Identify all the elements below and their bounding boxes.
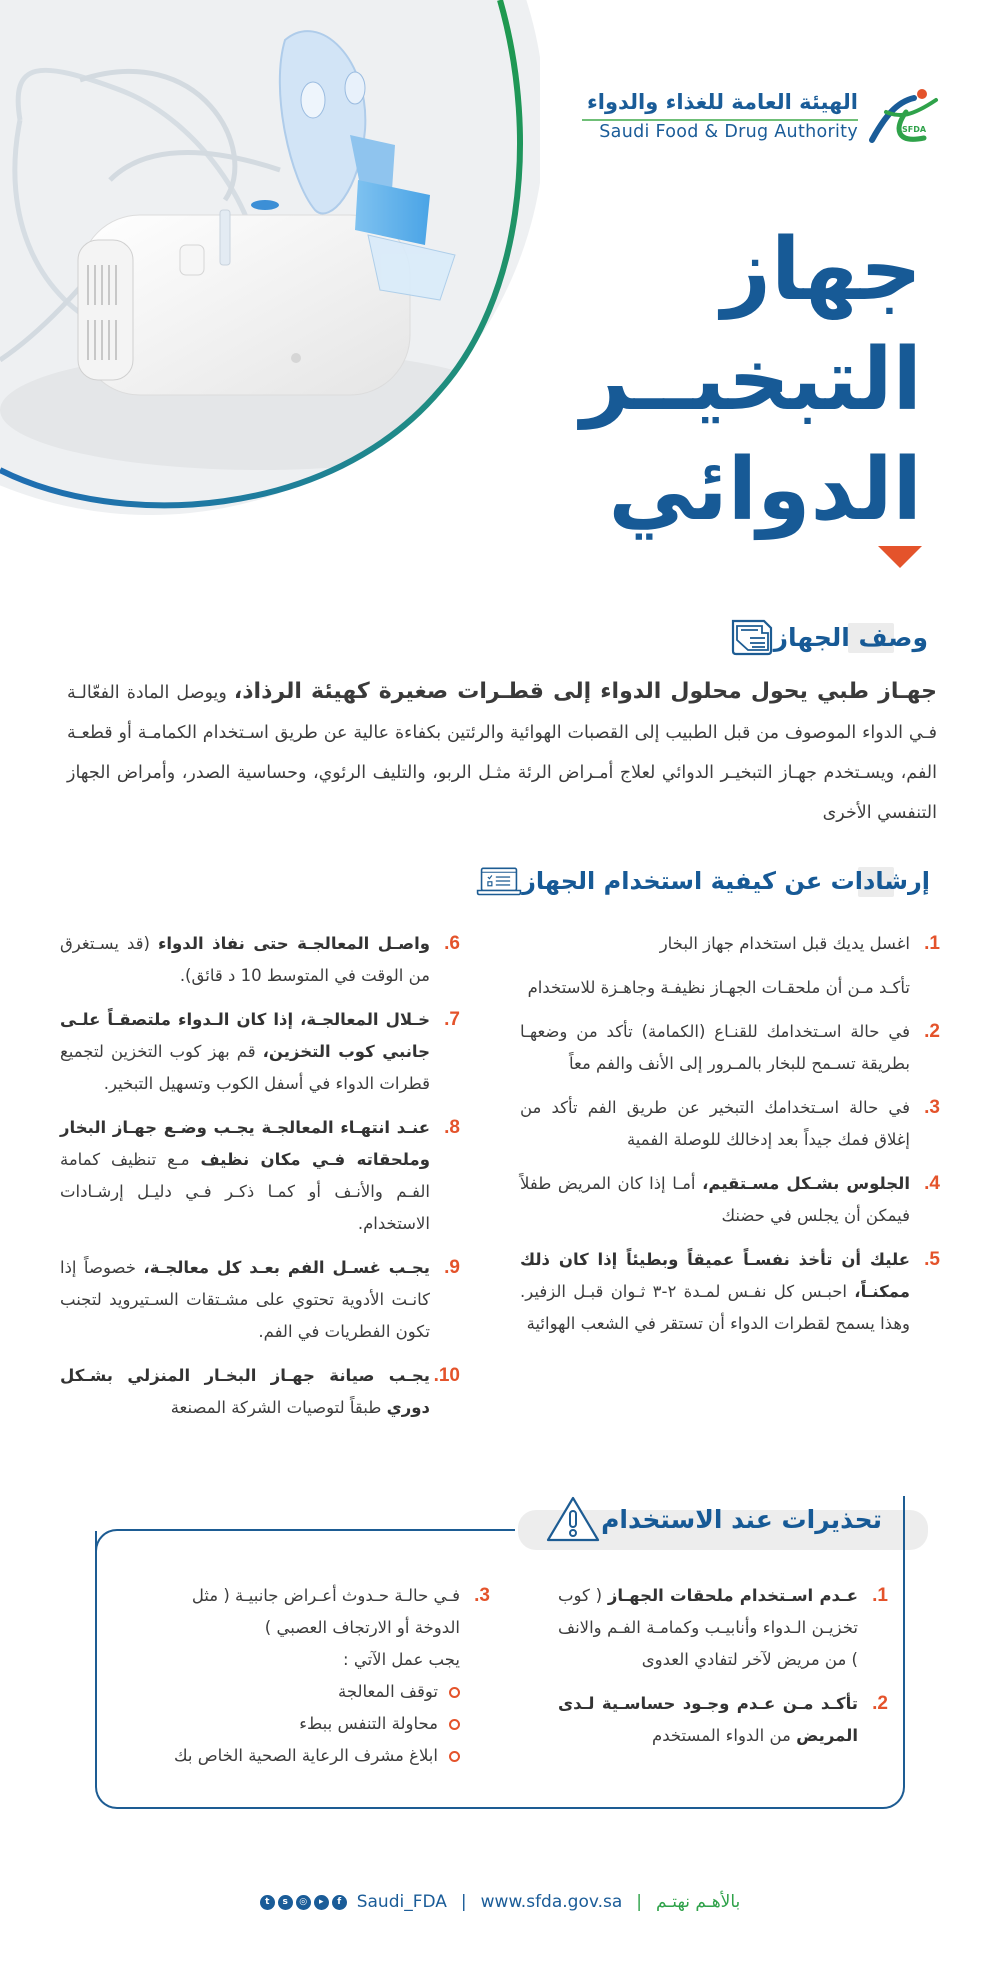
- guidelines-list-left: [60, 928, 460, 1436]
- guideline-item: [520, 1244, 940, 1340]
- item-number: 3.: [924, 1097, 940, 1118]
- guideline-item: [60, 1360, 460, 1424]
- page-title: [502, 215, 922, 545]
- checklist-laptop-icon: [476, 862, 522, 900]
- item-text: في حالة اسـتخدامك للقنـاع (الكمامة) تأكد من وضعهـا بطريقة تسـمح للبخار بالمـرور إلى الأنف والفم معاً: [520, 1022, 910, 1073]
- item-text: اغسل يديك قبل استخدام جهاز البخار: [659, 934, 910, 953]
- item-bold-text: الجلوس بشـكل مسـتقيم،: [702, 1174, 911, 1193]
- snapchat-icon[interactable]: s: [278, 1895, 293, 1910]
- logo-divider: [582, 119, 858, 121]
- item-number: 10.: [433, 1365, 460, 1386]
- item-bold-text: تأكـد مـن عـدم وجـود حساسـية لـدى المريض: [558, 1694, 858, 1745]
- item-number: 3.: [474, 1585, 490, 1606]
- guideline-item: [520, 1092, 940, 1156]
- footer-separator: |: [460, 1892, 467, 1912]
- svg-text:SFDA: SFDA: [902, 125, 927, 134]
- item-text: قم بهز كوب التخزين لتجميع قطرات الدواء في أسفل الكوب وتسهيل التبخير.: [60, 1042, 430, 1093]
- section-header-guidelines: [466, 862, 940, 900]
- nebulizer-photo: [0, 0, 540, 520]
- item-bold-text: عـدم اسـتخدام ملحقات الجهـاز: [607, 1586, 858, 1605]
- item-text: (قد يسـتغرق من الوقت في المتوسط 10 د قائق).: [60, 934, 430, 985]
- bullet-text: محاولة التنفس ببطء: [299, 1714, 438, 1733]
- footer-separator: |: [636, 1892, 643, 1912]
- warnings-frame-right-line: [903, 1496, 905, 1556]
- item-number: 2.: [924, 1021, 940, 1042]
- circle-bullet-icon: [449, 1751, 460, 1762]
- item-bold-text: عنـد انتهـاء المعالجـة يجـب وضـع جهـاز البخار وملحقاته فـي مكان نظيف: [60, 1118, 430, 1169]
- warnings-list-left: [120, 1580, 490, 1772]
- circle-bullet-icon: [449, 1719, 460, 1730]
- side-effect-actions-list: [120, 1676, 490, 1772]
- instagram-icon[interactable]: ◎: [296, 1895, 311, 1910]
- item-bold-text: عليك أن تأخذ نفسـاً عميقاً وبطيئاً إذا كان ذلك ممكنـاً،: [520, 1250, 911, 1301]
- sfda-mark-icon: [866, 88, 940, 148]
- facebook-icon[interactable]: f: [332, 1895, 347, 1910]
- item-text: طبقاً لتوصيات الشركة المصنعة: [170, 1398, 382, 1417]
- guideline-item: [60, 1004, 460, 1100]
- warning-item: [558, 1580, 888, 1676]
- item-number: 6.: [444, 933, 460, 954]
- bullet-item: [120, 1676, 460, 1708]
- guideline-item: [520, 1016, 940, 1080]
- item-text: مـع تنظيف كمامة الفـم والأنـف أو كمـا ذكـر فـي دليـل إرشـادات الاستخدام.: [60, 1150, 430, 1233]
- description-lead: جهـاز طبي يحول محلول الدواء إلى قطـرات صغيرة كهيئة الرذاذ،: [233, 679, 937, 704]
- guideline-note: تأكـد مـن أن ملحقـات الجهـاز نظيفـة وجاهـزة للاستخدام: [527, 978, 910, 997]
- description-paragraph: [67, 672, 937, 833]
- item-number: 4.: [924, 1173, 940, 1194]
- item-text: احبـس كل نفـس لمـدة ٢-٣ ثـوان قبـل الزفير. وهذا يسمح لقطرات الدواء أن تستقر في الشعب الهوائية: [520, 1282, 910, 1333]
- item-number: 7.: [444, 1009, 460, 1030]
- item-bold-text: يجـب صيانة جهـاز البخـار المنزلي بشـكل دوري: [60, 1366, 430, 1417]
- bullet-item: [120, 1708, 460, 1740]
- item-text: الدوخة أو الارتجاف العصبي ): [264, 1618, 460, 1637]
- item-bold-text: خـلال المعالجـة، إذا كان الـدواء ملتصقـاً علـى جانبي كوب التخزين،: [60, 1010, 430, 1061]
- section-title-warnings: تحذيرات عند الاستخدام: [601, 1504, 882, 1534]
- section-header-warnings: [545, 1494, 890, 1544]
- item-number: 2.: [872, 1693, 888, 1714]
- item-bold-text: واصـل المعالجـة حتى نفاذ الدواء: [157, 934, 430, 953]
- bullet-text: ابلاغ مشرف الرعاية الصحية الخاص بك: [173, 1746, 438, 1765]
- social-handle[interactable]: Saudi_FDA: [356, 1892, 447, 1912]
- footer: [0, 1892, 1000, 1912]
- warning-item: [558, 1688, 888, 1752]
- guidelines-list-right: [520, 928, 940, 1352]
- item-number: 9.: [444, 1257, 460, 1278]
- logo-english-text: Saudi Food & Drug Authority: [599, 122, 858, 142]
- guideline-item: [60, 928, 460, 992]
- footer-slogan: بالأهـم نهتـم: [656, 1892, 741, 1912]
- item-text: في حالة اسـتخدامك التبخير عن طريق الفم تأكد من إغلاق فمك جيداً بعد إدخالك للوصلة الفمية: [520, 1098, 910, 1149]
- item-text: فـي حالـة حـدوث أعـراض جانبيـة ( مثل: [191, 1586, 460, 1605]
- section-title-description: وصف الجهاز: [773, 622, 928, 652]
- item-number: 5.: [924, 1249, 940, 1270]
- item-text: يجب عمل الآتي :: [343, 1650, 460, 1669]
- item-number: 1.: [924, 933, 940, 954]
- guideline-item: [520, 1168, 940, 1232]
- circle-bullet-icon: [449, 1687, 460, 1698]
- guideline-item: [60, 1112, 460, 1240]
- section-header-description: [718, 618, 940, 656]
- section-title-guidelines: إرشادات عن كيفية استخدام الجهاز: [522, 867, 930, 895]
- bullet-text: توقف المعالجة: [338, 1682, 438, 1701]
- warnings-list-right: [558, 1580, 888, 1764]
- bullet-item: [120, 1740, 460, 1772]
- title-line-1: جهاز: [721, 220, 922, 320]
- youtube-icon[interactable]: ▸: [314, 1895, 329, 1910]
- social-icons: [260, 1895, 347, 1910]
- guideline-item: [520, 928, 940, 960]
- title-line-3: الدوائي: [608, 440, 922, 540]
- warning-item: [120, 1580, 490, 1676]
- down-arrow-icon: [878, 546, 922, 568]
- twitter-icon[interactable]: t: [260, 1895, 275, 1910]
- item-bold-text: يجـب غسـل الفم بعـد كل معالجـة،: [143, 1258, 430, 1277]
- item-number: 1.: [872, 1585, 888, 1606]
- item-number: 8.: [444, 1117, 460, 1138]
- description-body: ويوصل المادة الفعّالـة فـي الدواء الموصوف من قبل الطبيب إلى القصبات الهوائية والرئتين بكفاءة عالية عن طريق اسـتخدام الكمامـة أو قطعـة الفم، ويسـتخدم جهـاز التبخيـر الدوائي لعلاج أمـراض الرئة مثـل الربو، والتليف الرئوي، وحساسية الصدر، وأمراض الجهاز التنفسي الأخرى: [67, 683, 937, 823]
- document-icon: [728, 618, 774, 656]
- website-link[interactable]: www.sfda.gov.sa: [480, 1892, 623, 1912]
- guideline-item: [60, 1252, 460, 1348]
- item-text: ( كوب تخزيـن الـدواء وأنابيـب وكمامـة الفـم والانف ) من مريض لآخر لتفادي العدوى: [558, 1586, 858, 1669]
- item-text: من الدواء المستخدم: [652, 1726, 791, 1745]
- sfda-logo: [580, 88, 940, 148]
- warning-triangle-icon: [545, 1494, 601, 1544]
- title-line-2: التبخيــر: [580, 330, 922, 430]
- logo-arabic-text: الهيئة العامة للغذاء والدواء: [587, 90, 858, 114]
- item-text: خصوصاً إذا كانـت الأدوية تحتوي على مشـتقات السـتيرويد لتجنب تكون الفطريات في الفم.: [60, 1258, 430, 1341]
- item-text: أمـا إذا كان المريض طفلاً فيمكن أن يجلس في حضنك: [520, 1174, 910, 1225]
